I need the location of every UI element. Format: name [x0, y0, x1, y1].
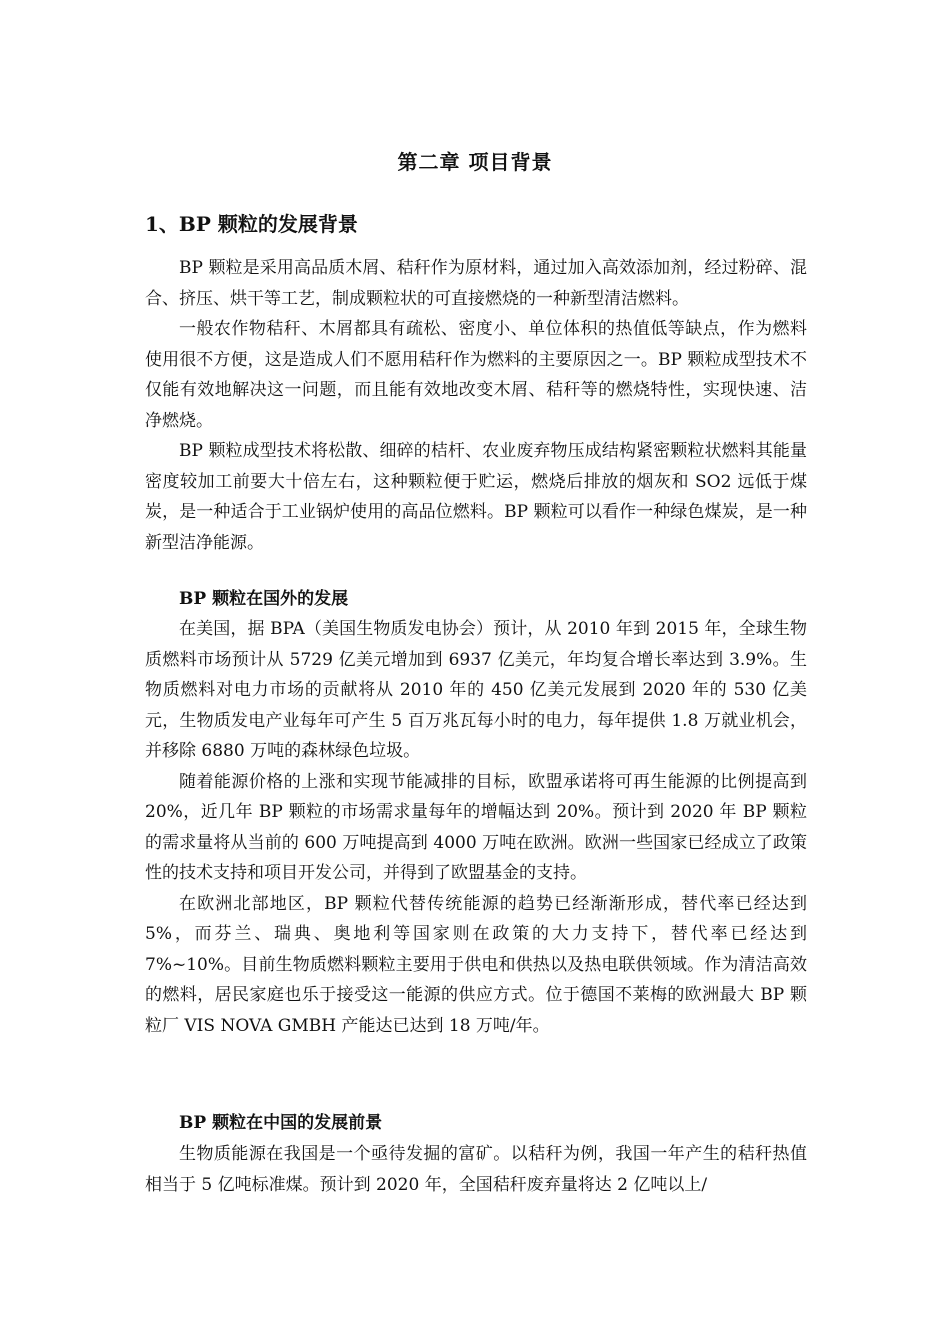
paragraph: BP 颗粒成型技术将松散、细碎的桔杆、农业废弃物压成结构紧密颗粒状燃料其能量密度较加工前要大十倍左右，这种颗粒便于贮运，燃烧后排放的烟灰和 SO2 远低于煤炭，是一种适合于工业锅炉使用的高品位燃料。BP 颗粒可以看作一种绿色煤炭，是一种新型洁净能源。: [145, 441, 807, 553]
chapter-title: 第二章 项目背景: [397, 150, 553, 174]
section-body-china: [145, 1139, 807, 1200]
subheading-abroad: BP 颗粒在国外的发展: [179, 589, 349, 609]
subheading-china: BP 颗粒在中国的发展前景: [179, 1113, 383, 1133]
paragraph: 在美国，据 BPA（美国生物质发电协会）预计，从 2010 年到 2015 年，全球生物质燃料市场预计从 5729 亿美元增加到 6937 亿美元，年均复合增长率达到 3.9%。生物质燃料对电力市场的贡献将从 2010 年的 450 亿美元发展到 2020 年的 530 亿美元，生物质发电产业每年可产生 5 百万兆瓦每小时的电力，每年提供 1.8 万就业机会，并移除 6880 万吨的森林绿色垃圾。: [145, 619, 807, 761]
paragraph: 生物质能源在我国是一个亟待发掘的富矿。以秸秆为例，我国一年产生的秸秆热值相当于 5 亿吨标准煤。预计到 2020 年，全国秸秆废弃量将达 2 亿吨以上/: [145, 1144, 807, 1195]
paragraph: 在欧洲北部地区，BP 颗粒代替传统能源的趋势已经渐渐形成，替代率已经达到 5%，而芬兰、瑞典、奥地利等国家则在政策的大力支持下，替代率已经达到 7%~10%。目前生物质燃料颗粒主要用于供电和供热以及热电联供领域。作为清洁高效的燃料，居民家庭也乐于接受这一能源的供应方式。位于德国不莱梅的欧洲最大 BP 颗粒厂 VIS NOVA GMBH 产能达已达到 18 万吨/年。: [145, 893, 807, 1036]
section-body-abroad: [145, 614, 807, 1041]
section-heading-bp-background: 1、BP 颗粒的发展背景: [145, 212, 358, 236]
paragraph: 一般农作物秸秆、木屑都具有疏松、密度小、单位体积的热值低等缺点，作为燃料使用很不方便，这是造成人们不愿用秸秆作为燃料的主要原因之一。BP 颗粒成型技术不仅能有效地解决这一问题，而且能有效地改变木屑、秸秆等的燃烧特性，实现快速、洁净燃烧。: [145, 319, 807, 431]
section-body-background: [145, 253, 807, 558]
paragraph: BP 颗粒是采用高品质木屑、秸秆作为原材料，通过加入高效添加剂，经过粉碎、混合、挤压、烘干等工艺，制成颗粒状的可直接燃烧的一种新型清洁燃料。: [145, 258, 807, 309]
paragraph: 随着能源价格的上涨和实现节能减排的目标，欧盟承诺将可再生能源的比例提高到 20%，近几年 BP 颗粒的市场需求量每年的增幅达到 20%。预计到 2020 年 BP 颗粒的需求量将从当前的 600 万吨提高到 4000 万吨在欧洲。欧洲一些国家已经成立了政策性的技术支持和项目开发公司，并得到了欧盟基金的支持。: [145, 771, 807, 883]
